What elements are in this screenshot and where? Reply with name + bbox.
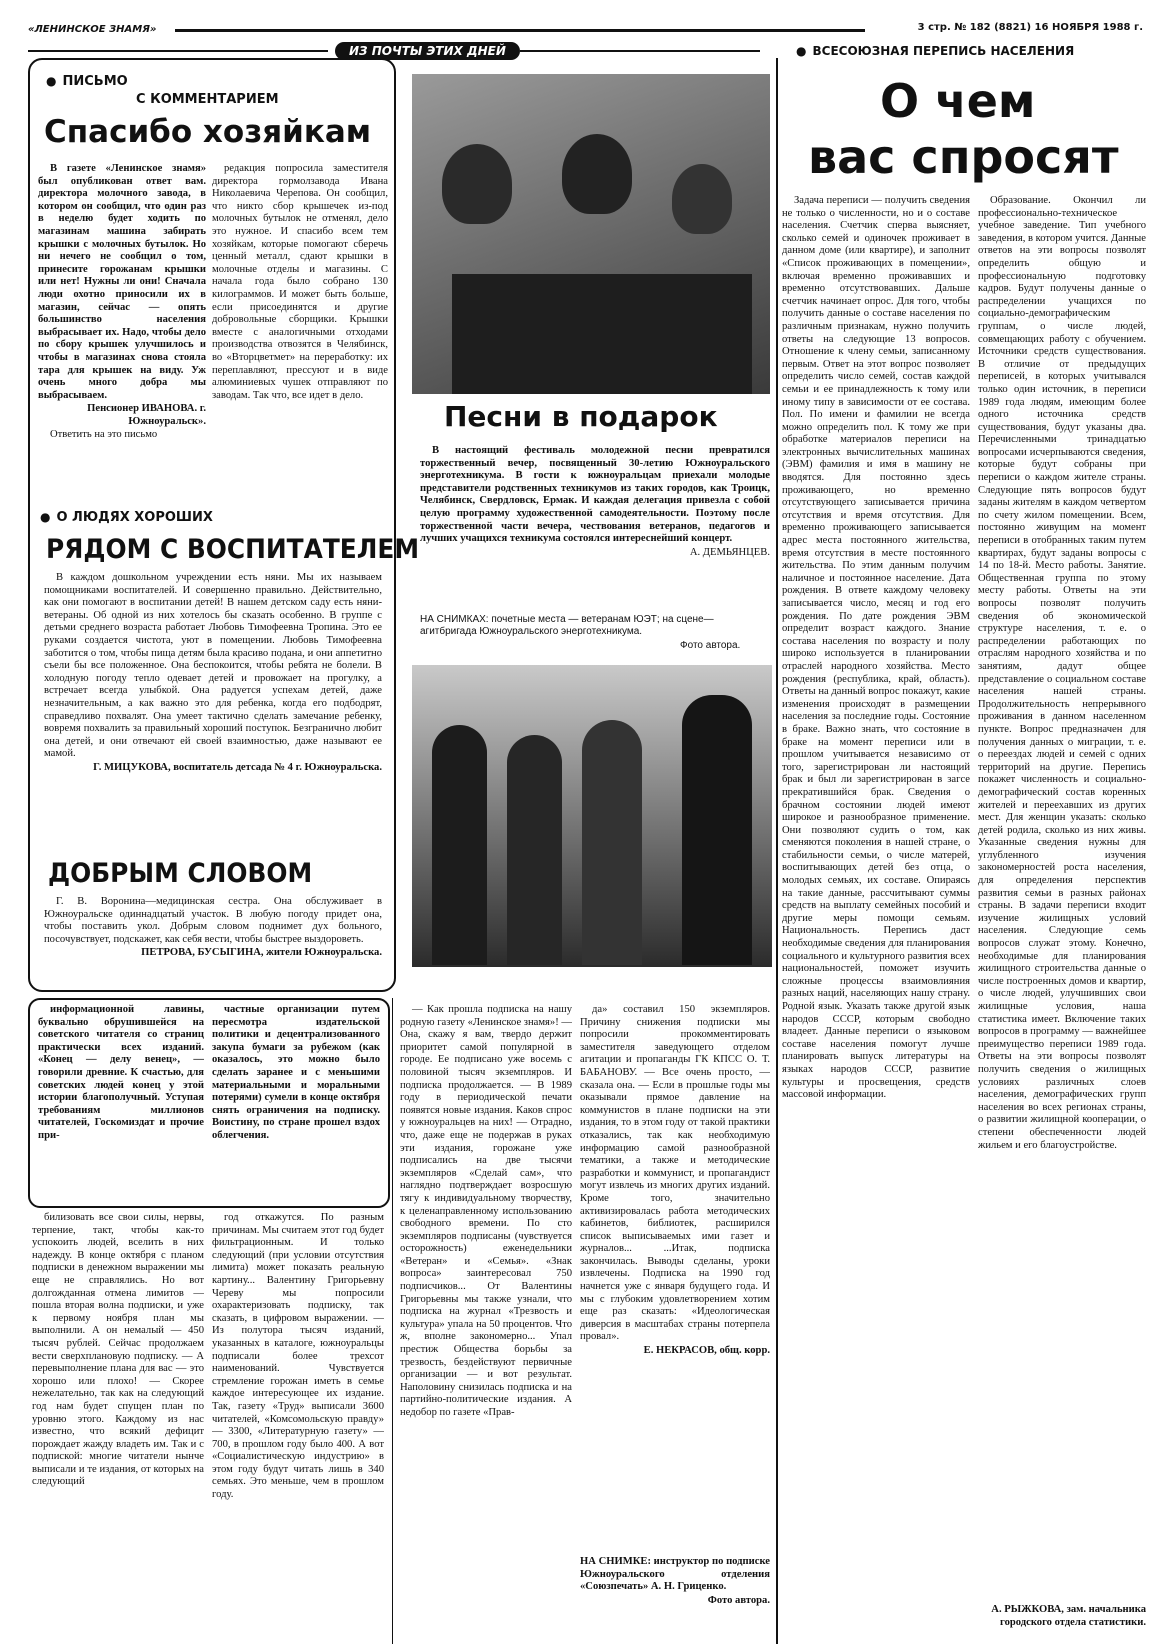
subscription-text-1: билизовать все свои силы, нервы, терпение, такт, чтобы как-то успокоить людей, вселить в них надежду. В конце октября с планом подписки в денежном выражении мы еще не справлялись. Но вот долгожданная отмена лимитов — пошла вторая волна подписки, и уже к первому ноября план мы выполнили. А он немалый — 450 тысяч рублей. Сейчас продолжаем вести сверхплановую подписку. — А перевыполнение плана для вас — это хорошо или плохо! — Скорее нежелательно, так как на следующий год нам будет спущен план по уровню этого. Каждому из нас известно, что всякий дефицит порождает жажду владеть им. Так и с подпиской: многие читатели нынче выписали и те издания, от которых на следующий	[32, 1212, 204, 1488]
header-rule	[175, 29, 865, 32]
subscription-text-4: да» составил 150 экземпляров. Причину снижения подписки мы попросили прокомментировать заместителя заведующего отделом агитации и пропаганды ГК КПСС О. Т. БАБАНОВУ. — Все очень просто, — сказала она. — Если в прошлые годы мы оказывали прямое давление на коммунистов в плане подписки на эти издания, то в этом году от такой практики отказались, так как необходимую информацию самой разнообразной тематики, а также и методические разработки и коммунист, и пропагандист могут извлечь из многих других изданий. Кроме того, значительно активизировалась работа методических кабинетов, библиотек, расширился список выписываемых ими газет и журналов... ...Итак, подписка закончилась. Выводы сделаны, уроки извлечены. Подписка на 1990 год начнется уже с января будущего года. И мы с глубоким удовлетворением хотим еще раз сказать: «Идеологическая диверсия в масштабах страны потерпела провал».	[580, 1004, 770, 1343]
letter-kicker-2: С КОММЕНТАРИЕМ	[136, 92, 279, 107]
songs-caption: НА СНИМКАХ: почетные места — ветеранам ЮЭТ; на сцене—агитбригада Южноуральского энерготехникума.	[420, 614, 714, 637]
people-title-1: РЯДОМ С ВОСПИТАТЕЛЕМ	[46, 534, 420, 565]
subscription-column-2	[212, 1212, 384, 1644]
people-signature-1: Г. МИЦУКОВА, воспитатель детсада № 4 г. Южноуральска.	[93, 761, 382, 773]
census-kicker: ● ВСЕСОЮЗНАЯ ПЕРЕПИСЬ НАСЕЛЕНИЯ	[796, 44, 1074, 58]
census-column-2	[978, 195, 1146, 1600]
people-text-2: Г. В. Воронина—медицинская сестра. Она обслуживает в Южноуральске одиннадцатый участок. В любую погоду придет она, чтобы поставить укол. Добрым словом поднимет дух больного, посочувствует, подскажет, как себя вести, чтобы быстрее выздороветь.	[44, 896, 382, 945]
letter-kicker: ● ПИСЬМО	[46, 74, 128, 89]
veteran-figure	[672, 164, 732, 234]
songs-article	[420, 445, 770, 585]
letter-column-1	[38, 163, 206, 496]
veteran-figure	[442, 144, 512, 224]
census-title-1: О чем	[880, 74, 1036, 128]
census-text-2: Образование. Окончил ли профессионально-техническое учебное заведение. Тип учебного заведения, в котором учится. Данные ответов на эти вопросы позволят определить общую и профессиональную подготовку кадров. Будут получены данные о распределении учащихся по социально-демографическим группам, о числе людей, совмещающих работу с обучением. Источники средств существования. В отличие от предыдущих переписей, в которых учитывался только один источник, в переписи 1989 года людям, имеющим более одного источника средств существования, будут указаны два. Перечисленными тринадцатью вопросами исчерпываются сведения, которые будут собраны при переписи о каждом жителе страны. Следующие пять вопросов будут заданы жителям в каждом четвертом по счету жилом помещении. Всем, постоянно живущим на момент переписи в отобранных таким путем квартирах, будут заданы вопросы с 14 по 18-й. Место работы. Занятие. Общественная группа по этому месту работы. Ответы на эти вопросы позволят получить сведения об экономической структуре населения, т. е. о распределении работающих по отраслям народного хозяйства и по занятиям, дадут общее представление о социальном составе населения нашей страны. Продолжительность непрерывного проживания в данном населенном пункте. Вопрос предназначен для получения данных о миграции, т. е. о переездах людей и семей с одних территорий на другие. Перепись покажет численность и социально-демографический состав коренных жителей и переехавших из других мест. Для женщин указать: сколько детей родила, сколько из них живы. Указанные сведения нужны для углубленного изучения закономерностей роста населения, для определения перспектив развития семьи в разных районах страны. В задачи переписи входит изучение жилищных условий населения. Следующие семь вопросов служат этому. Конечно, необходимые для планирования жилищного строительства данные о числе построенных домов и квартир, о числе людей, улучшивших свои жилищные условия, наша статистика имеет. Включение таких вопросов в программу — важнейшее преимущество переписи 1989 года. Ответы на эти вопросы позволят получить сведения о жилищных условиях различных слоев населения, демографических групп населения во всех регионах страны, о развитии жилищной кооперации, о степени обеспеченности людей жильем и его благоустройстве.	[978, 195, 1146, 1151]
census-column-1	[782, 195, 970, 1644]
subscription-caption-block	[580, 1556, 770, 1644]
performer-figure	[682, 695, 752, 965]
photo-stage	[412, 665, 772, 967]
letter-tail: Ответить на это письмо	[50, 429, 158, 441]
songs-text: В настоящий фестиваль молодежной песни превратился торжественный вечер, посвященный 30-летию Южноуральского энерготехникума. В гости к южноуральцам приехали молодые представители родственных техникумов из таких городов, как Троицк, Челябинск, Свердловск, Ермак. И каждая делегация привезла с собой целую программу художественной самодеятельности. Поэтому после торжественной части вечера, чествования ветеранов, педагогов и лучших учащихся техникума состоялся интереснейший концерт.	[420, 445, 770, 545]
letter-reply: редакция попросила заместителя директора гормолзавода Ивана Николаевича Черепова. Он сообщил, что никто сбор крышечек из-под молочных бутылок не отменял, дело это нужное. И спасибо всем тем хозяйкам, которые помогают сберечь ценный металл, сдают крышки в молочные отделы и магазины. С начала года было собрано 130 килограммов. И может быть больше, если присоединятся и другие добровольные сборщики. Крышки вместе с аналогичными отходами производства отвозятся в Челябинск, во «Вторцветмет» на переработку: их переплавляют, прессуют и в виде алюминиевых чушек отправляют по заводам. Так что, все идет в дело.	[212, 163, 388, 401]
performer-figure	[507, 735, 562, 965]
letter-signature: Пенсионер ИВАНОВА. г. Южноуральск».	[87, 403, 206, 427]
rubric-rule-left	[28, 50, 328, 52]
performer-figure	[582, 720, 642, 965]
veteran-figure	[562, 134, 632, 214]
subscription-column-3	[400, 1004, 572, 1644]
people-article-2	[44, 896, 382, 984]
people-kicker: ● О ЛЮДЯХ ХОРОШИХ	[40, 510, 213, 525]
census-divider	[776, 58, 778, 1644]
rubric-banner: ИЗ ПОЧТЫ ЭТИХ ДНЕЙ	[335, 42, 520, 60]
subscription-box-text-2: частные организации путем пересмотра издательской политики и децентрализованного закупа бумаги за рубежом (как оказалось, это можно было сделать заранее и с меньшими материальными и моральными потерями) сумели в конце октября снять ограничения на подписку. Воистину, по стране прошел вздох облегчения.	[212, 1004, 380, 1141]
songs-signature: А. ДЕМЬЯНЦЕВ.	[689, 546, 770, 558]
issue-info: 3 стр. № 182 (8821) 16 НОЯБРЯ 1988 г.	[917, 22, 1143, 33]
people-signature-2: ПЕТРОВА, БУСЫГИНА, жители Южноуральска.	[141, 947, 382, 959]
masthead: «ЛЕНИНСКОЕ ЗНАМЯ»	[28, 24, 157, 35]
subscription-box-column-1	[38, 1004, 204, 1200]
photo-veterans	[412, 74, 770, 394]
column-divider	[392, 998, 393, 1644]
people-article-1	[44, 572, 382, 812]
rubric-rule-right	[520, 50, 760, 52]
census-title-2: вас спросят	[808, 130, 1119, 184]
census-signature-block	[978, 1604, 1146, 1644]
letter-column-2	[212, 163, 388, 496]
subscription-caption: НА СНИМКЕ: инструктор по подписке Южноуральского отделения «Союзпечать» А. Н. Гриценко.	[580, 1556, 770, 1593]
subscription-column-1	[32, 1212, 204, 1644]
subscription-signature: Е. НЕКРАСОВ, общ. корр.	[643, 1345, 770, 1357]
table-shape	[452, 274, 752, 394]
songs-photo-credit: Фото автора.	[680, 640, 741, 651]
songs-title: Песни в подарок	[444, 400, 718, 433]
subscription-box-column-2	[212, 1004, 380, 1200]
subscription-photo-credit: Фото автора.	[707, 1594, 770, 1606]
performer-figure	[432, 725, 487, 965]
people-title-2: ДОБРЫМ СЛОВОМ	[48, 858, 313, 889]
people-text-1: В каждом дошкольном учреждении есть няни. Мы их называем помощниками воспитателей. И совершенно правильно. Действительно, как они помогают в воспитании детей! В нашем детском саду есть няни-ветераны. Об одной из них хотелось бы сказать особенно. В группе с детьми среднего возраста работает Любовь Тимофеевна Тропина. Это ее руками создается чистота, уют в помещении. Любовь Тимофеевна заботится о том, чтобы пища детям была красиво подана, и они аппетитно съели бы все положенное. Она беспокоится, чтобы ребята не болели. В холодную погоду тепло одевает детей и провожает на прогулку, а встречает всегда улыбкой. Она радуется успехам детей, даже незначительным, а как важно это для ребенка, когда его подбодрят, справедливо похвалят. Она умеет тактично сделать замечание ребенку, вовремя похвалить за правильный хороший поступок. Безгранично любит она детей, и они отвечают ей своей взаимностью, даже называют ее мамой.	[44, 572, 382, 760]
subscription-column-4	[580, 1004, 770, 1534]
subscription-text-2: год откажутся. По разным причинам. Мы считаем этот год будет фильтрационным. И только следующий (при условии отсутствия лимита) может показать реальную картину... Валентину Григорьевну Череву мы попросили охарактеризовать подписку, так сказать, в цифровом выражении. — Из полутора тысяч изданий, указанных в каталоге, южноуральцы подписали более трехсот наименований. Чувствуется стремление горожан иметь в семье каждое интересующее их издание. Так, газету «Труд» выписали 3600 читателей, «Комсомольскую правду» — 3300, «Литературную газету» — 700, в прошлом году было 400. А вот «Социалистическую индустрию» в этом году будут читать лишь в 340 семьях. Это меньше, чем в прошлом году.	[212, 1212, 384, 1501]
subscription-box-text-1: информационной лавины, буквально обрушившейся на советского читателя со страниц практически всех изданий. «Конец — делу венец», — говорили древние. К счастью, для советских людей конец у этой истории благополучный. Уступая требованиям миллионов читателей, Госкомиздат и прочие при-	[38, 1004, 204, 1141]
letter-title: Спасибо хозяйкам	[44, 114, 372, 150]
letter-text: В газете «Ленинское знамя» был опубликован ответ вам. директора молочного завода, в котором он сообщил, что один раз в неделю будет ходить по магазинам машина забирать крышки с молочных бутылок. Но ни нечего не сообщил о том, принесите горожанам крышки или нет! Нужны ли они! Сначала люди охотно приносили их в магазин, сейчас — опять большинство населения выбрасывает их. Надо, чтобы дело по сбору крышек улучшилось и чтобы в магазинах снова стояла тара для крышек на виду. Уж очень много добра мы выбрасываем.	[38, 163, 206, 401]
subscription-text-3: — Как прошла подписка на нашу родную газету «Ленинское знамя»! — Она, скажу я вам, твердо держит приоритет самой популярной в городе. Ее подписано уже восемь с половиной тысяч экземпляров. И подписка продолжается. — В 1989 году в периодической печати появятся новые издания. Каков спрос у южноуральцев на них! — Отрадно, что, даже еще не подержав в руках эти издания, горожане уже подписались на две тысячи экземпляров «Сделай сам», что наглядно подтверждает возросшую тягу к индивидуальному творчеству, к целенаправленному использованию свободного времени. По сто экземпляров подписаны (чувствуется осторожность) еженедельники «Ветеран» и «Семья». «Знак вопроса» заинтересовал 750 подписчиков... От Валентины Григорьевны мы также узнали, что подписка на журнал «Трезвость и культура» упала на 50 процентов. Что ж, вполне закономерно... Упал престиж Общества борьбы за трезвость, бездействуют первичные организации — и вот результат. Наполовину снизилась подписка и на партийно-политические издания. А недобор по газете «Прав-	[400, 1004, 572, 1418]
census-text-1: Задача переписи — получить сведения не только о численности, но и о составе населения. Счетчик сперва выясняет, сколько семей и одиночек проживает в данном доме (или квартире), и заполнит «Список проживающих в помещении», включая временно проживавших и временно отсутствовавших. Дальше счетчик начинает опрос. Для того, чтобы получить данные о составе населения по различным признакам, нужно получить ответы на следующие 13 вопросов. Отношение к члену семьи, записанному первым. Ответ на этот вопрос позволяет определить число семей, состав каждой семьи и ее принадлежность к тому или иному типу в зависимости от ее состава. Пол. По имени и фамилии не всегда можно определить пол. К тому же при обработке материалов переписи на электронных вычислительных машинах (ЭВМ) фамилия и имя в машину не вводятся. Для постоянно здесь проживающего, но временно отсутствующего записывается причина отсутствия и время отсутствия. Для временно проживающего записывается адрес места постоянного жительства, время отсутствия в месте постоянного жительства. По этим данным получим наличное и постоянное население. Дата рождения. В ответе каждому человеку записывается число, месяц и год его рождения. По дате рождения ЭВМ определит возраст каждого. Знание состава населения по возрасту и полу широко используется в планировании отраслей народного хозяйства. Место рождения (республика, край, область). Ответы на данный вопрос покажут, какие изменения происходят в размещении населения за последние годы. Состояние в браке. Важно знать, что состояние в браке на момент переписи или в прошлом учитывается независимо от того, зарегистрирован ли настоящий брак и был ли зарегистрирован в загсе прекратившийся брак. Сведения о брачном состоянии людей имеют широкое и разнообразное применение. Они позволяют судить о том, как сменяются поколения в нашей стране, о стабильности семьи, о числе матерей, воспитывающих детей без отца, о молодых семьях, их составе. Опираясь на такие данные, рассчитывают суммы средств на выплату семейных пособий и другие меры помощи семьям. Национальность. Перепись даст необходимые сведения для планирования социального и культурного развития всех национальностей, поможет изучить сложные процессы взаимовлияния разных наций, населяющих нашу страну. Родной язык. Указать также другой язык народов СССР, которым свободно владеет. Данные переписи о языковом составе населения помогут лучше планировать выпуск литературы на языках народов СССР, развитие культуры и просвещения, средств массовой информации.	[782, 195, 970, 1101]
census-signature: А. РЫЖКОВА, зам. начальника городского отдела статистики.	[991, 1604, 1146, 1628]
